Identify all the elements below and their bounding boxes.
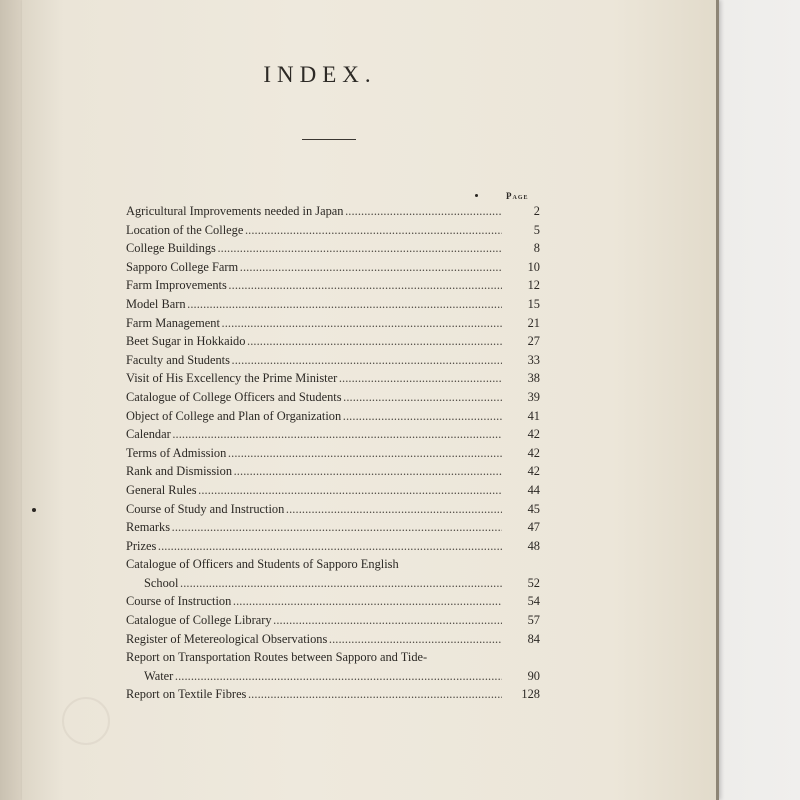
entry-page-number: 42 xyxy=(527,445,540,460)
index-entry xyxy=(126,611,540,630)
book-page xyxy=(22,0,719,800)
index-entry xyxy=(126,202,540,221)
entry-title: Sapporo College Farm . . . xyxy=(126,258,502,277)
index-entry xyxy=(126,592,540,611)
entry-title: Course of Study and Instruction . . . xyxy=(126,500,502,519)
paper-speck xyxy=(475,194,478,197)
entry-title: Catalogue of Officers and Students of Sapporo English xyxy=(126,557,399,572)
entry-page-number: 84 xyxy=(527,631,540,646)
index-entry xyxy=(126,685,540,704)
entry-page-number: 44 xyxy=(527,482,540,497)
index-entry xyxy=(126,276,540,295)
entry-title: Catalogue of College Officers and Students . . . xyxy=(126,388,502,407)
index-entry xyxy=(126,425,540,444)
entry-page-number: 48 xyxy=(527,538,540,553)
index-entry xyxy=(126,462,540,481)
index-entry xyxy=(126,239,540,258)
entry-page-number: 12 xyxy=(527,278,540,293)
entry-title: Course of Instruction . . . xyxy=(126,592,502,611)
entry-title: Farm Management . . . xyxy=(126,314,502,333)
entry-page-number: 21 xyxy=(527,315,540,330)
entry-title: Location of the College . . . xyxy=(126,221,502,240)
index-entry xyxy=(126,500,540,519)
entry-page-number: 8 xyxy=(533,241,540,256)
entry-title: Water . . . xyxy=(144,667,502,686)
entry-page-number: 90 xyxy=(527,668,540,683)
entry-title: Prizes . . . xyxy=(126,537,502,556)
library-stamp xyxy=(62,697,110,745)
entry-title: Calendar . . . xyxy=(126,425,502,444)
entry-title: Agricultural Improvements needed in Japan . . . xyxy=(126,202,502,221)
entry-title: Register of Metereological Observations . . . xyxy=(126,630,502,649)
entry-page-number: 47 xyxy=(527,520,540,535)
index-entry xyxy=(126,351,540,370)
index-entry xyxy=(126,369,540,388)
index-entry xyxy=(126,314,540,333)
page-title: INDEX. xyxy=(263,62,377,87)
index-entry xyxy=(126,555,540,574)
page-column-header: Page xyxy=(506,191,529,201)
entry-page-number: 33 xyxy=(527,352,540,367)
index-entry xyxy=(126,537,540,556)
entry-page-number: 15 xyxy=(527,296,540,311)
index-entry xyxy=(126,332,540,351)
paper-speck xyxy=(32,508,36,512)
entry-title: Farm Improvements . . . xyxy=(126,276,502,295)
entry-title: Terms of Admission . . . xyxy=(126,444,502,463)
index-entry xyxy=(126,295,540,314)
entry-title: Report on Textile Fibres . . . xyxy=(126,685,502,704)
entry-page-number: 45 xyxy=(527,501,540,516)
index-entry xyxy=(126,221,540,240)
entry-page-number: 27 xyxy=(527,334,540,349)
entry-page-number: 39 xyxy=(527,389,540,404)
entry-title: Object of College and Plan of Organization . . . xyxy=(126,407,502,426)
entry-title: College Buildings . . . xyxy=(126,239,502,258)
index-entry xyxy=(126,574,540,593)
title-rule xyxy=(302,139,356,140)
entry-title: Faculty and Students . . . xyxy=(126,351,502,370)
entry-page-number: 52 xyxy=(527,575,540,590)
index-entry xyxy=(126,258,540,277)
entry-title: Catalogue of College Library . . . xyxy=(126,611,502,630)
entry-title: School . . . xyxy=(144,574,502,593)
index-entry xyxy=(126,444,540,463)
index-entry xyxy=(126,648,540,667)
entry-page-number: 42 xyxy=(527,464,540,479)
entry-title: Report on Transportation Routes between Sapporo and Tide- xyxy=(126,650,428,665)
entry-page-number: 2 xyxy=(533,204,540,218)
index-entry xyxy=(126,630,540,649)
index-entry xyxy=(126,407,540,426)
entry-page-number: 41 xyxy=(527,408,540,423)
entry-page-number: 10 xyxy=(527,259,540,274)
entry-page-number: 38 xyxy=(527,371,540,386)
entry-page-number: 5 xyxy=(533,222,540,237)
entry-page-number: 128 xyxy=(521,687,540,702)
entry-title: Model Barn . . . xyxy=(126,295,502,314)
entry-page-number: 42 xyxy=(527,427,540,442)
entry-title: Rank and Dismission . . . xyxy=(126,462,502,481)
index-entry xyxy=(126,388,540,407)
entry-page-number: 54 xyxy=(527,594,540,609)
index-entry xyxy=(126,518,540,537)
entry-title: Beet Sugar in Hokkaido . . . xyxy=(126,332,502,351)
entry-page-number: 57 xyxy=(527,613,540,628)
entry-title: Visit of His Excellency the Prime Minister . . . xyxy=(126,369,502,388)
index-entry xyxy=(126,667,540,686)
entry-title: General Rules . . . xyxy=(126,481,502,500)
index-list xyxy=(126,202,540,704)
index-entry xyxy=(126,481,540,500)
entry-title: Remarks . . . xyxy=(126,518,502,537)
